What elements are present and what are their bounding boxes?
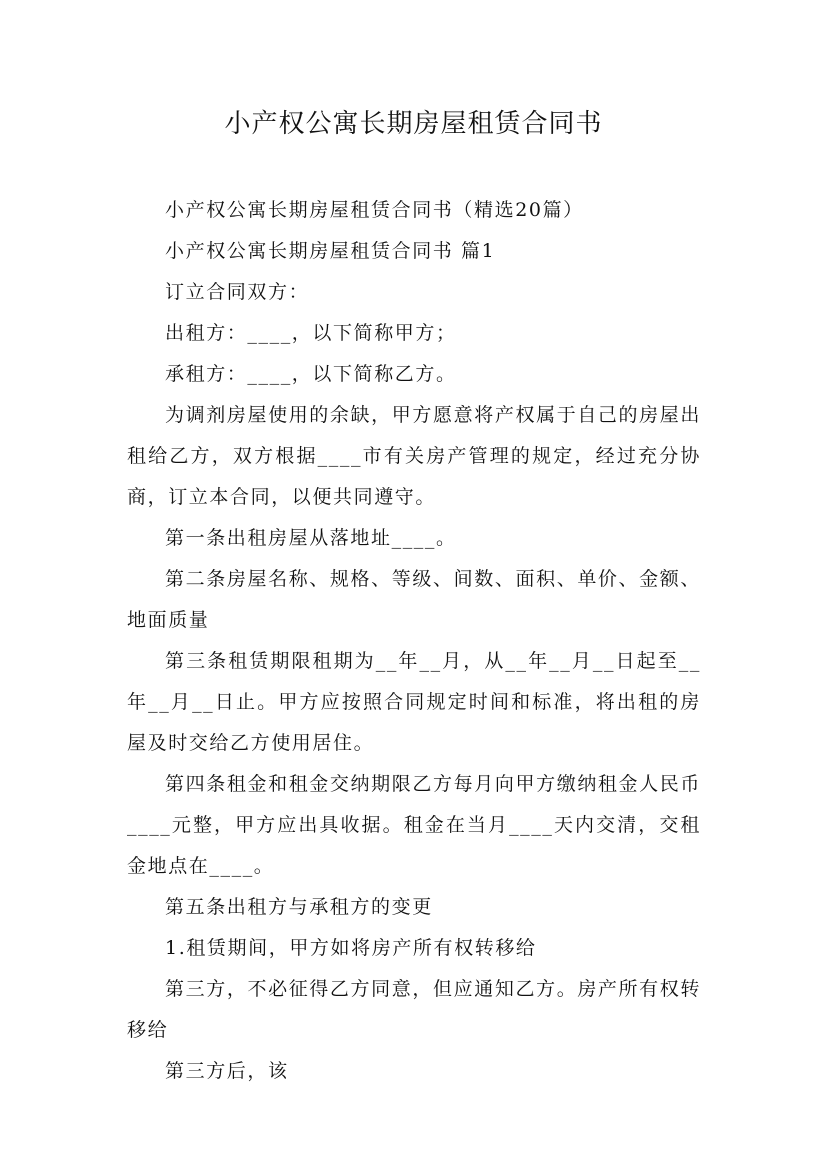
document-body: [127, 190, 701, 1092]
document-title: 小产权公寓长期房屋租赁合同书: [224, 109, 603, 139]
paragraph-article-5-item-1: 1.租赁期间，甲方如将房产所有权转移给: [165, 937, 537, 959]
paragraph-section-heading: 小产权公寓长期房屋租赁合同书 篇1: [165, 240, 496, 262]
paragraph-third-party: 第三方，不必征得乙方同意，但应通知乙方。房产所有权转移给: [127, 978, 701, 1041]
paragraph-lessee: 承租方：____，以下简称乙方。: [165, 363, 457, 385]
paragraph-parties-intro: 订立合同双方：: [165, 281, 310, 303]
paragraph-article-1: 第一条出租房屋从落地址____。: [165, 527, 457, 549]
paragraph-preamble: 为调剂房屋使用的余缺，甲方愿意将产权属于自己的房屋出租给乙方，双方根据____市有关房产管理的规定，经过充分协商，订立本合同，以便共同遵守。: [127, 404, 701, 508]
paragraph-article-5: 第五条出租方与承租方的变更: [165, 896, 433, 918]
paragraph-article-3: 第三条租赁期限租期为__年__月，从__年__月__日起至__年__月__日止。甲方应按照合同规定时间和标准，将出租的房屋及时交给乙方使用居住。: [127, 650, 701, 754]
paragraph-article-4: 第四条租金和租金交纳期限乙方每月向甲方缴纳租金人民币____元整，甲方应出具收据。租金在当月____天内交清，交租金地点在____。: [127, 773, 701, 877]
paragraph-lessor: 出租方：____，以下简称甲方；: [165, 322, 457, 344]
paragraph-subtitle: 小产权公寓长期房屋租赁合同书（精选20篇）: [165, 199, 584, 221]
paragraph-article-2: 第二条房屋名称、规格、等级、间数、面积、单价、金额、地面质量: [127, 568, 701, 631]
paragraph-third-party-after: 第三方后，该: [165, 1060, 289, 1082]
